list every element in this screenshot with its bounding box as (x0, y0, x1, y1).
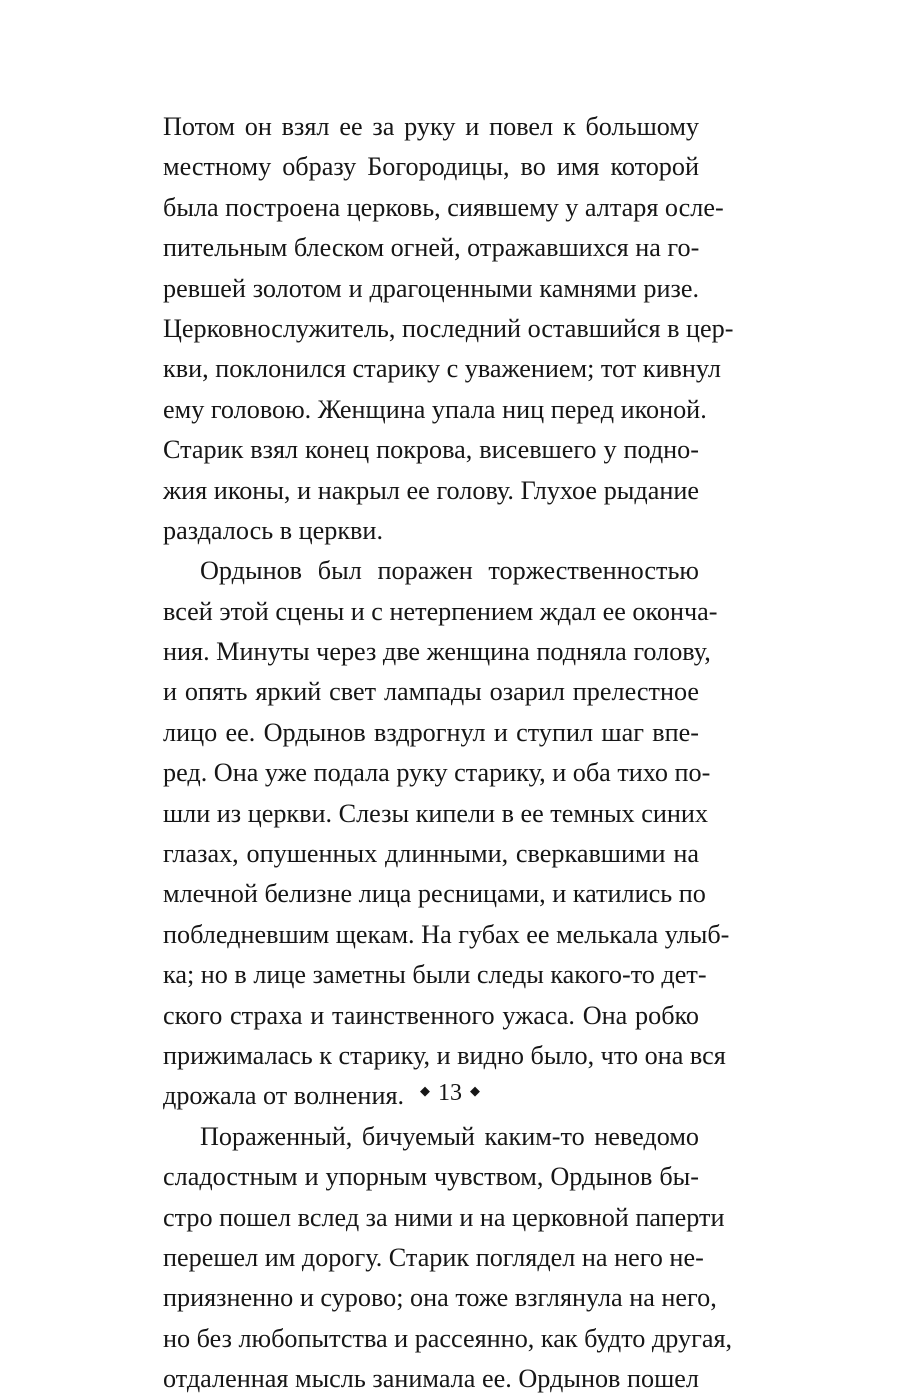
text-line: лицо ее. Ордынов вздрогнул и ступил шаг впе- (163, 717, 699, 747)
paragraph-3 (163, 1117, 733, 1400)
text-line: отдаленная мысль занимала ее. Ордынов пошел (163, 1364, 699, 1394)
text-line: была построена церковь, сиявшему у алтаря осле- (163, 192, 724, 222)
text-line: перешел им дорогу. Старик поглядел на него не- (163, 1242, 704, 1272)
text-line: местному образу Богородицы, во имя которой (163, 152, 699, 182)
text-line: Потом он взял ее за руку и повел к большому (163, 112, 699, 141)
text-line: ния. Минуты через две женщина подняла голову, (163, 637, 711, 667)
text-line: ревшей золотом и драгоценными камнями ризе. (163, 273, 699, 303)
text-line: приязненно и сурово; она тоже взглянула на него, (163, 1283, 717, 1313)
body-text (163, 107, 734, 1400)
text-line: Церковнослужитель, последний оставшийся в цер- (163, 313, 734, 343)
paragraph-1 (163, 107, 734, 551)
text-line: ского страха и таинственного ужаса. Она робко (163, 1000, 699, 1030)
text-line: Старик взял конец покрова, висевшего у подно- (163, 435, 699, 465)
text-line: ка; но в лице заметны были следы какого-то дет- (163, 960, 707, 990)
text-line: прижималась к старику, и видно было, что она вся (163, 1040, 726, 1070)
text-line: пительным блеском огней, отражавшихся на го- (163, 233, 700, 263)
text-line: сладостным и упорным чувством, Ордынов бы- (163, 1162, 699, 1192)
text-line: стро пошел вслед за ними и на церковной паперти (163, 1202, 725, 1232)
text-line: раздалось в церкви. (163, 515, 383, 545)
text-line: дрожала от волнения. (163, 1081, 405, 1111)
ornament-left-icon: ◆ (420, 1083, 430, 1099)
text-line: Ордынов был поражен торжественностью (200, 556, 699, 586)
text-line: побледневшим щекам. На губах ее мелькала улыб- (163, 919, 730, 949)
paragraph-2 (163, 551, 730, 1116)
text-line: и опять яркий свет лампады озарил прелестное (163, 677, 699, 707)
page-number-text: 13 (438, 1080, 462, 1107)
text-line: шли из церкви. Слезы кипели в ее темных синих (163, 798, 708, 828)
text-line: млечной белизне лица ресницами, и катились по (163, 879, 706, 909)
text-line: кви, поклонился старику с уважением; тот кивнул (163, 354, 721, 384)
text-line: глазах, опушенных длинными, сверкавшими на (163, 839, 699, 869)
text-line: всей этой сцены и с нетерпением ждал ее оконча- (163, 596, 718, 626)
page-number (0, 1077, 900, 1108)
text-line: Пораженный, бичуемый каким-то неведомо (200, 1121, 699, 1151)
ornament-right-icon: ◆ (470, 1083, 480, 1099)
text-line: ред. Она уже подала руку старику, и оба тихо по- (163, 758, 711, 788)
text-line: ему головою. Женщина упала ниц перед иконой. (163, 394, 707, 424)
text-line: но без любопытства и рассеянно, как будто другая, (163, 1323, 733, 1353)
text-line: жия иконы, и накрыл ее голову. Глухое рыдание (163, 475, 699, 505)
